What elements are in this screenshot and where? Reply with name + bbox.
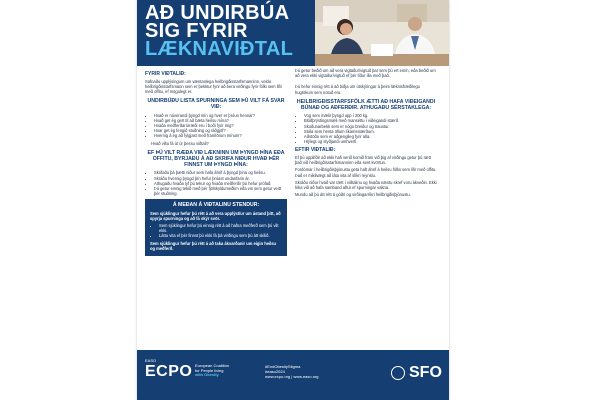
questions-heading: UNDIRBÚÐU LISTA SPURNINGA SEM ÞÚ VILT FÁ SVAR VIÐ: xyxy=(147,98,285,111)
list-item: • Láttu vita ef þér finnst þú ekki fá þá virðingu sem þú átt skilið. xyxy=(159,233,282,238)
list-item: • Þú getur einnig tekið með þér fjölskyldumeðlim eða vin sem getur veitt þér stuðning. xyxy=(154,186,287,196)
list-item: • Hvar get ég fengið stuðning og ráðgjöf? xyxy=(154,128,287,133)
after-text-1: Ef þú upplifðir að ekki hafi verið komið fram við þig af virðingu getur þú rætt það við heilbrigðisstarfsmanninn eða sent kvörtun. xyxy=(295,154,431,166)
after-text-2: Fordómar í heilbrigðisþjónustu geta haft áhrif á heilsu fólks sem lifir með offitu. Það er mikilvægt að láta vita af slíkri reynslu. xyxy=(295,167,437,178)
hashtag-2: #easo2024 xyxy=(265,369,285,374)
header-banner xyxy=(137,0,449,66)
weight-list xyxy=(145,170,287,196)
list-item: • Hvaða meðferðarúrræði eru í boði fyrir mig? xyxy=(154,123,287,128)
right-column xyxy=(295,68,437,199)
list-item: • Athugaðu hvaða lyf þú tekur og hvaða meðferðir þú hefur prófað. xyxy=(154,181,287,186)
during-text-1: Sem sjúklingur hefur þú rétt á að vera upplýst/ur um ástand þitt, að spyrja spurninga og að fá skýr svör. xyxy=(150,210,281,221)
title-line-1: AÐ UNDIRBÚA xyxy=(145,2,290,24)
equipment-heading: HEILBRIGÐISSTARFSFÓLK ÆTTI AÐ HAFA VIÐEIGANDI BÚNAÐ OG AÐFERÐIR. ATHUGAÐU SÉRSTAKLEGA: xyxy=(296,98,436,112)
questions-list xyxy=(145,113,287,139)
hashtags xyxy=(265,364,319,379)
ecpo-logo: ECPO xyxy=(145,363,193,380)
right-intro-1: Þú getur beðið um að vera vigtaður/vigtuð þar sem þú ert ein/n, eða beðið um að vera ekki vigtaður/vigtuð ef þér líður illa með það. xyxy=(295,68,436,79)
during-text-2: Sem sjúklingur hefur þú rétt á að taka ákvarðanir um eigin heilsu og meðferð. xyxy=(150,240,277,251)
list-item: • Hlýlegt og styðjandi umhverfi. xyxy=(304,139,437,144)
list-item: • Aðstöðu sem er aðgengileg fyrir alla. xyxy=(304,134,437,139)
weight-heading: EF ÞÚ VILT RÆÐA VIÐ LÆKNINN UM ÞYNGD ÞÍNA EÐA OFFITU, BYRJAÐU Á AÐ SKRIFA NIÐUR HVAÐ ÞÉR FINNST UM ÞYNGD ÞÍNA: xyxy=(147,149,285,169)
after-text-3: Skráðu niður hvað var rætt í viðtalinu og hvaða næstu skref voru ákveðin. Ekki hika við að hafa samband aftur ef spurningar vakna. xyxy=(295,179,437,190)
doctor-patient-photo xyxy=(315,0,449,66)
sfo-logo: SFO xyxy=(409,364,442,381)
during-heading: Á MEÐAN Á VIÐTALINU STENDUR: xyxy=(172,202,260,209)
right-intro-2: Þú hefur einnig rétt á að biðja um útskýringar á þeim læknisfræðilegu hugtökum sem notuð eru. xyxy=(295,84,420,95)
document-page xyxy=(137,0,449,400)
during-list xyxy=(150,223,282,239)
ecpo-subtitle: European Coalition for People living with Obesity xyxy=(195,363,230,378)
questions-note: Hvað viltu fá út úr þessu viðtali? xyxy=(151,140,209,146)
equipment-list xyxy=(295,113,437,144)
list-item: • Vog sem mælir þyngd upp í 200 kg. xyxy=(304,113,437,118)
sfo-emblem-icon xyxy=(391,366,405,380)
easo-logo: EASO xyxy=(145,358,157,363)
during-panel xyxy=(145,199,287,256)
left-column xyxy=(145,68,287,256)
footer xyxy=(137,350,449,400)
list-item: • Hvað get ég gert til að bæta heilsu mína? xyxy=(154,118,287,123)
list-item: • Skrifaðu þá þætti niður sem hafa áhrif á þyngd þína og heilsu. xyxy=(154,170,287,175)
hashtag-1: #EndObesityStigma xyxy=(265,364,301,369)
after-text-4: Mundu að þú átt rétt á góðri og virðingarríkri heilbrigðisþjónustu. xyxy=(295,192,411,198)
list-item: • Skráðu hvernig þyngd þín hefur þróast undanfarin ár. xyxy=(154,176,287,181)
list-item: • Skoðunarbekk sem er nógu breiður og traustur. xyxy=(304,124,437,129)
list-item: • Blóðþrýstingsmæli með manséttu í viðeigandi stærð. xyxy=(304,118,437,123)
list-item: • Hvernig á ég að fylgjast með framförum mínum? xyxy=(154,133,287,138)
list-item: • Sem sjúklingur hefur þú einnig rétt á að hafna meðferð sem þú vilt ekki. xyxy=(159,223,282,233)
after-heading: EFTIR VIÐTALIÐ: xyxy=(295,147,336,154)
website-link[interactable]: www.ecpo.org | www.easo.org xyxy=(265,374,319,379)
title-line-3: LÆKNAVIÐTAL xyxy=(145,38,294,60)
before-text: Safnaðu upplýsingum um væntanlega heilbrigðisstarfsmanninn, veldu heilbrigðisstarfsmann sem er þekktur fyrir að bera virðingu fyrir fólki sem lifir með offitu, ef mögulegt er. xyxy=(145,78,282,94)
before-heading: FYRIR VIÐTALIÐ: xyxy=(145,71,186,77)
list-item: • Stóla sem henta öllum líkamsstærðum. xyxy=(304,129,437,134)
title-line-2: SIG FYRIR xyxy=(145,20,248,42)
list-item: • Hvað er núverandi þyngd mín og hver er þróun hennar? xyxy=(154,113,287,118)
